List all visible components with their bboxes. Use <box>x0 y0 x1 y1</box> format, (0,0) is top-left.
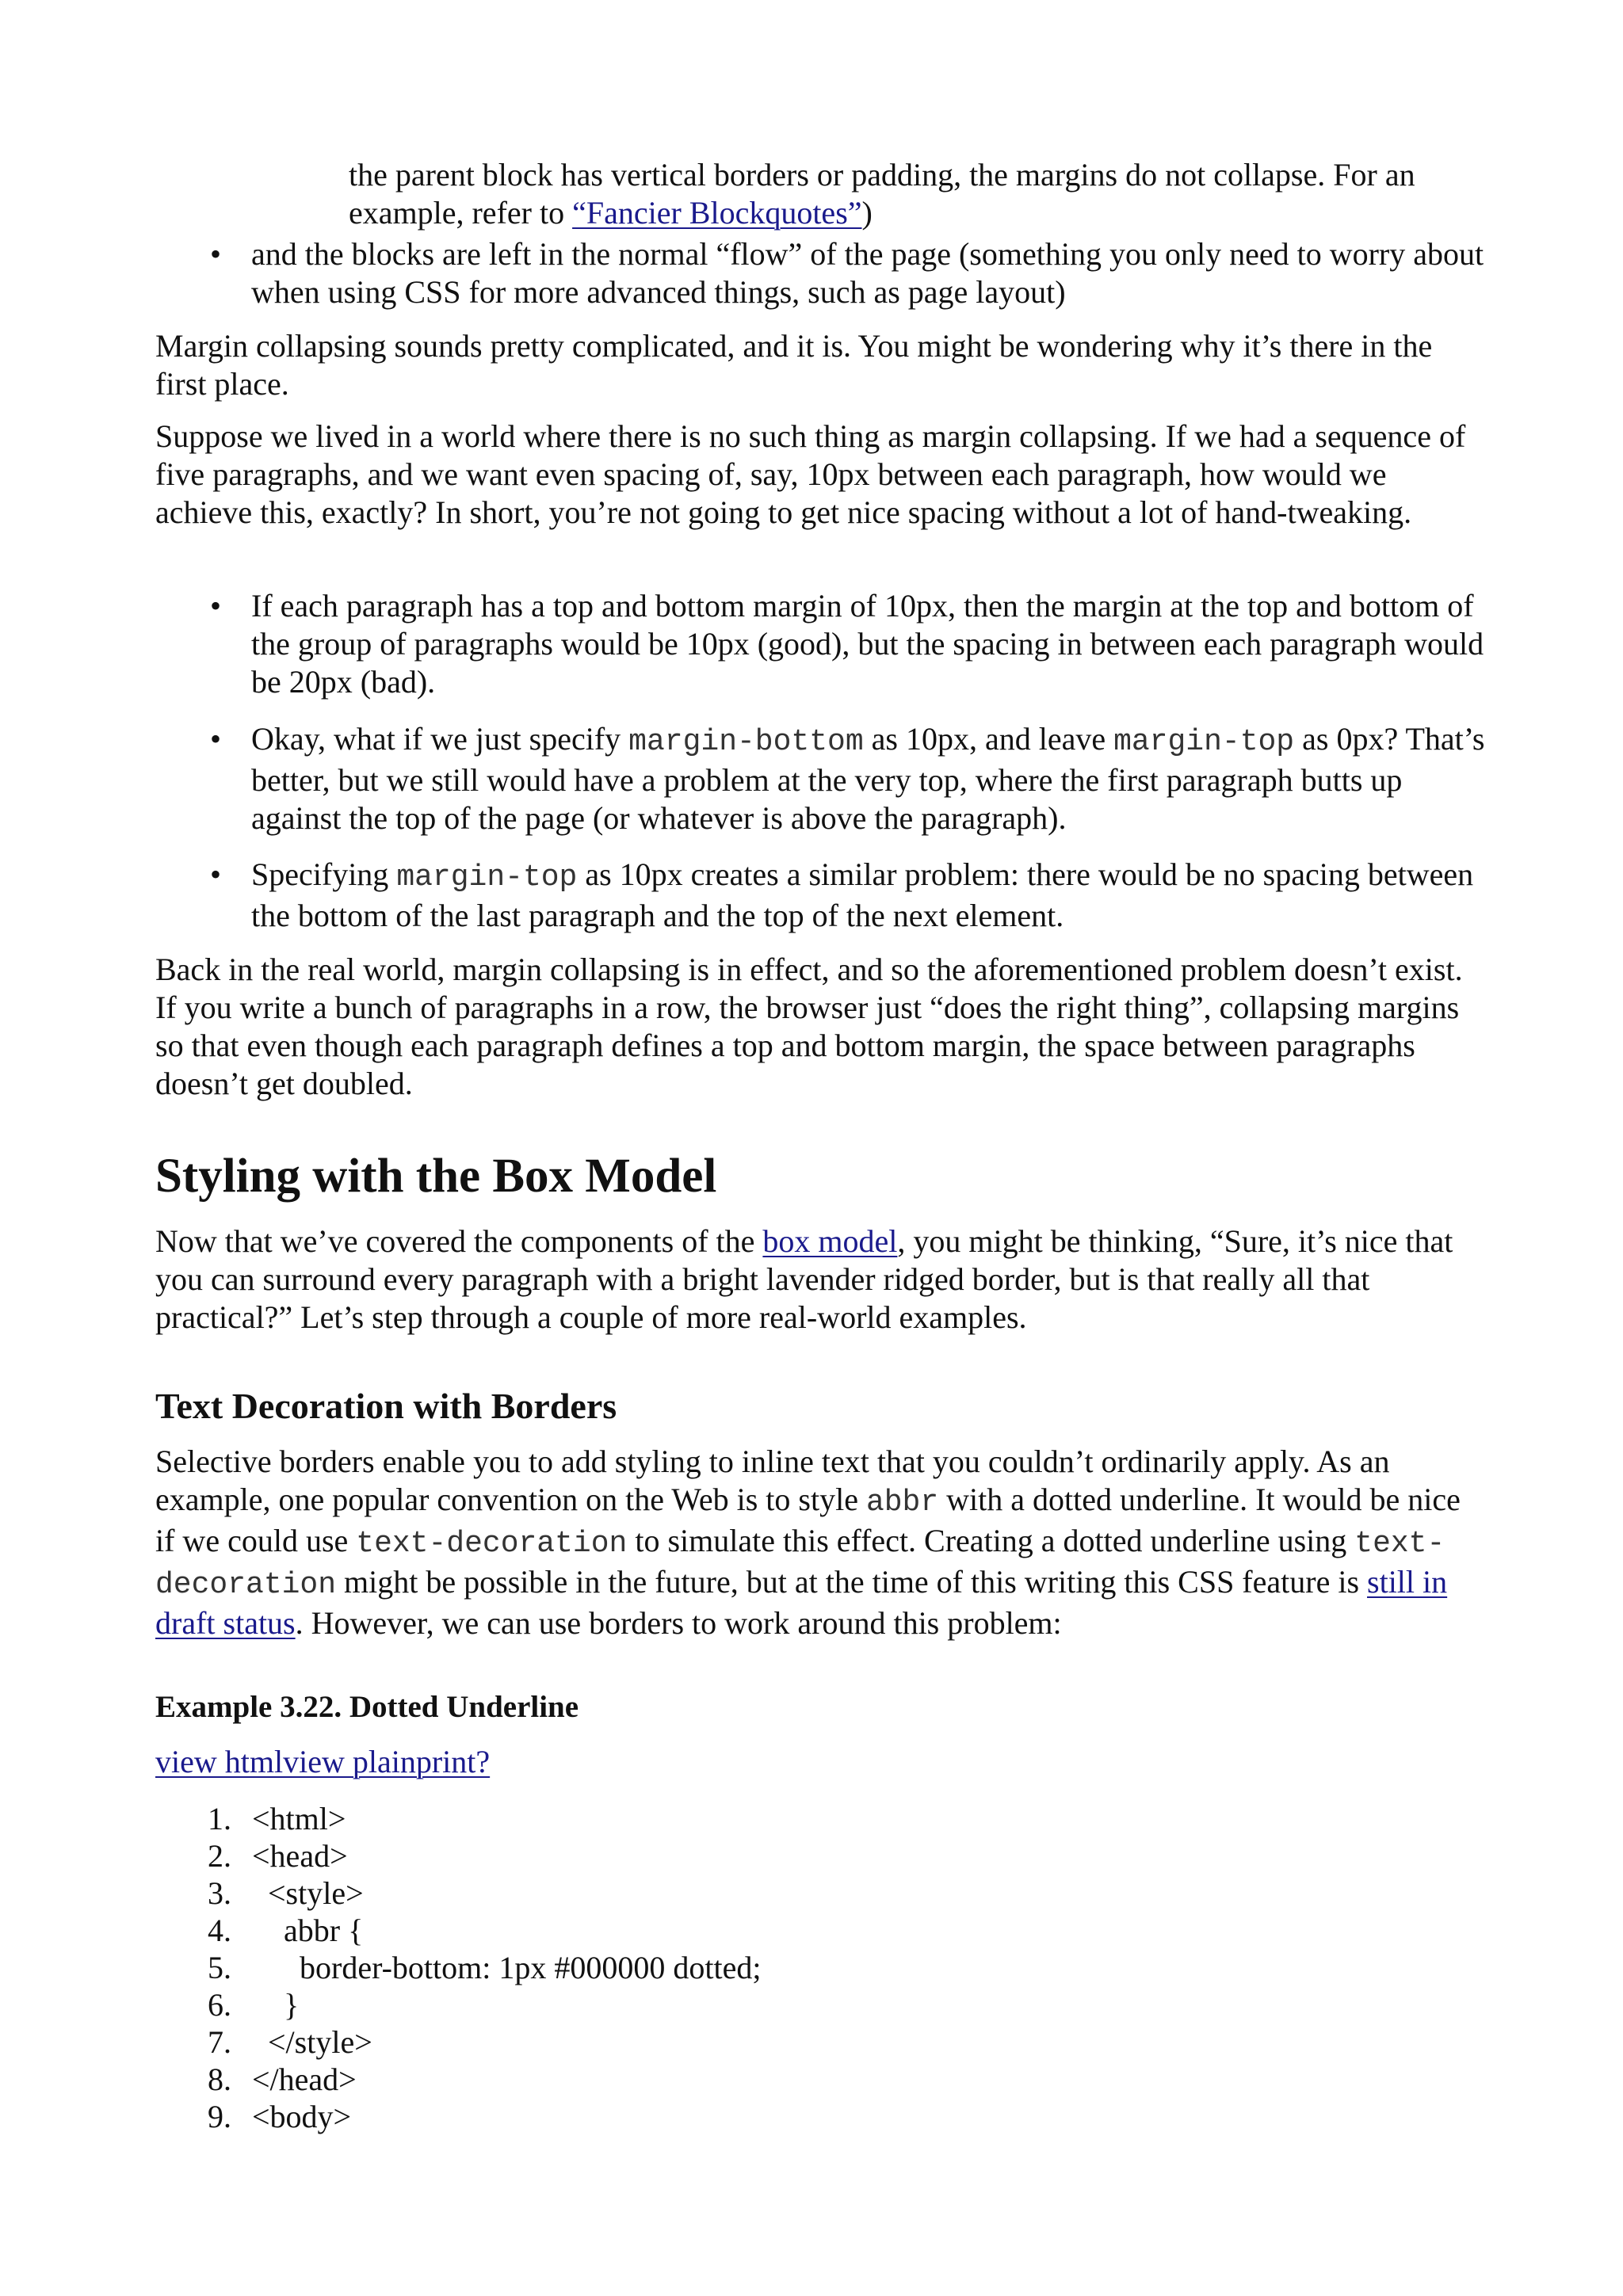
line-text: border-bottom: 1px #000000 dotted; <box>252 1950 762 1985</box>
borders-text-e: . However, we can use borders to work around this problem: <box>295 1605 1062 1641</box>
continuation-line-2-end: ) <box>861 195 873 231</box>
code-line <box>208 1986 299 2024</box>
code-abbr: abbr <box>865 1486 939 1520</box>
line-text: } <box>252 1987 300 2023</box>
line-number: 7. <box>208 2024 231 2060</box>
box-model-link[interactable]: box model <box>762 1223 898 1259</box>
bullet-marker: • <box>210 856 222 892</box>
bullet-2-text-b: as 10px, and leave <box>863 721 1114 757</box>
borders-text-a: Selective borders enable you to add styling to inline text that you couldn’t ordinarily apply. As an example, one popular convention on the Web is to style <box>155 1444 1390 1517</box>
box-model-text-a: Now that we’ve covered the components of the <box>155 1223 763 1259</box>
code-margin-bottom: margin-bottom <box>628 725 864 759</box>
code-line <box>208 2023 372 2061</box>
continuation-line-2: example, refer to <box>349 195 573 231</box>
code-line <box>208 2098 351 2136</box>
bullet-margin-top <box>251 856 1487 935</box>
code-line <box>208 1912 363 1950</box>
subsection-heading: Text Decoration with Borders <box>155 1386 617 1426</box>
paragraph-suppose: Suppose we lived in a world where there is no such thing as margin collapsing. If we had a sequence of five paragraphs, and we want even spacing of, say, 10px between each paragraph, how would we achieve this, exactly? In short, you’re not going to get nice spacing without a lot of hand-tweaking. <box>155 418 1466 530</box>
paragraph-selective-borders <box>155 1443 1479 1642</box>
bullet-marker: • <box>210 588 222 624</box>
code-text-decoration: text-decoration <box>155 1527 1445 1602</box>
paragraph-real-world: Back in the real world, margin collapsing is in effect, and so the aforementioned problem doesn’t exist. If you write a bunch of paragraphs in a row, the browser just “does the right thing”, collapsing margins so that even though each paragraph defines a top and bottom margin, the space between paragraphs doesn’t get doubled. <box>155 952 1463 1101</box>
borders-text-b: with a dotted underline. It would be nice if we could use <box>155 1482 1461 1558</box>
line-number: 9. <box>208 2099 231 2134</box>
continuation-text <box>349 156 1474 232</box>
line-text: <head> <box>252 1838 348 1874</box>
bullet-2-text-a: Okay, what if we just specify <box>251 721 629 757</box>
paragraph-margin-collapsing: Margin collapsing sounds pretty complicated, and it is. You might be wondering why it’s there in the first place. <box>155 328 1433 402</box>
section-heading: Styling with the Box Model <box>155 1150 717 1203</box>
line-number: 1. <box>208 1801 231 1836</box>
line-number: 8. <box>208 2061 231 2097</box>
line-number: 6. <box>208 1987 231 2023</box>
line-text: <html> <box>252 1801 346 1836</box>
borders-text-c: to simulate this effect. Creating a dotted underline using <box>627 1523 1355 1558</box>
code-line <box>208 2061 357 2099</box>
code-line <box>208 1837 348 1875</box>
code-margin-top: margin-top <box>1113 725 1295 759</box>
code-line <box>208 1949 761 1987</box>
bullet-marker: • <box>210 236 222 272</box>
bullet-3-text-a: Specifying <box>251 856 397 892</box>
line-text: </head> <box>252 2061 357 2097</box>
bullet-3-text-b: as 10px creates a similar problem: there would be no spacing between the bottom of the last paragraph and the top of the next element. <box>251 856 1474 933</box>
example-title: Example 3.22. Dotted Underline <box>155 1690 579 1724</box>
paragraph-box-model-intro <box>155 1222 1479 1337</box>
code-line <box>208 1800 346 1838</box>
bullet-top-bottom-margin: If each paragraph has a top and bottom margin of 10px, then the margin at the top and bottom of the group of paragraphs would be 10px (good), but the spacing in between each paragraph would be 20px (bad). <box>251 588 1484 700</box>
bullet-2-text-c: as 0px? That’s better, but we still would have a problem at the very top, where the first paragraph butts up against the top of the page (or whatever is above the paragraph). <box>251 721 1485 836</box>
bullet-marker: • <box>210 721 222 757</box>
continuation-line-1: the parent block has vertical borders or padding, the margins do not collapse. For an <box>349 157 1415 193</box>
line-text: <body> <box>252 2099 352 2134</box>
borders-text-d: might be possible in the future, but at the time of this writing this CSS feature is <box>336 1564 1368 1600</box>
example-view-links[interactable]: view htmlview plainprint? <box>155 1744 491 1779</box>
bullet-flow: and the blocks are left in the normal “flow” of the page (something you only need to worry about when using CSS for more advanced things, such as page layout) <box>251 236 1484 310</box>
line-number: 4. <box>208 1913 231 1948</box>
bullet-margin-bottom <box>251 720 1487 837</box>
line-text: <style> <box>252 1875 364 1911</box>
code-line <box>208 1875 364 1913</box>
code-margin-top: margin-top <box>396 860 578 894</box>
draft-status-link[interactable]: still in draft status <box>155 1564 1448 1641</box>
line-number: 3. <box>208 1875 231 1911</box>
line-number: 5. <box>208 1950 231 1985</box>
line-number: 2. <box>208 1838 231 1874</box>
line-text: </style> <box>252 2024 372 2060</box>
fancier-blockquotes-link[interactable]: “Fancier Blockquotes” <box>572 195 862 231</box>
line-text: abbr { <box>252 1913 364 1948</box>
box-model-text-b: , you might be thinking, “Sure, it’s nice that you can surround every paragraph with a bright lavender ridged border, but is that really all that practical?” Let’s step through a couple of more real-world examples. <box>155 1223 1453 1335</box>
code-text-decoration: text-decoration <box>356 1527 628 1561</box>
example-links-row <box>155 1743 1479 1781</box>
